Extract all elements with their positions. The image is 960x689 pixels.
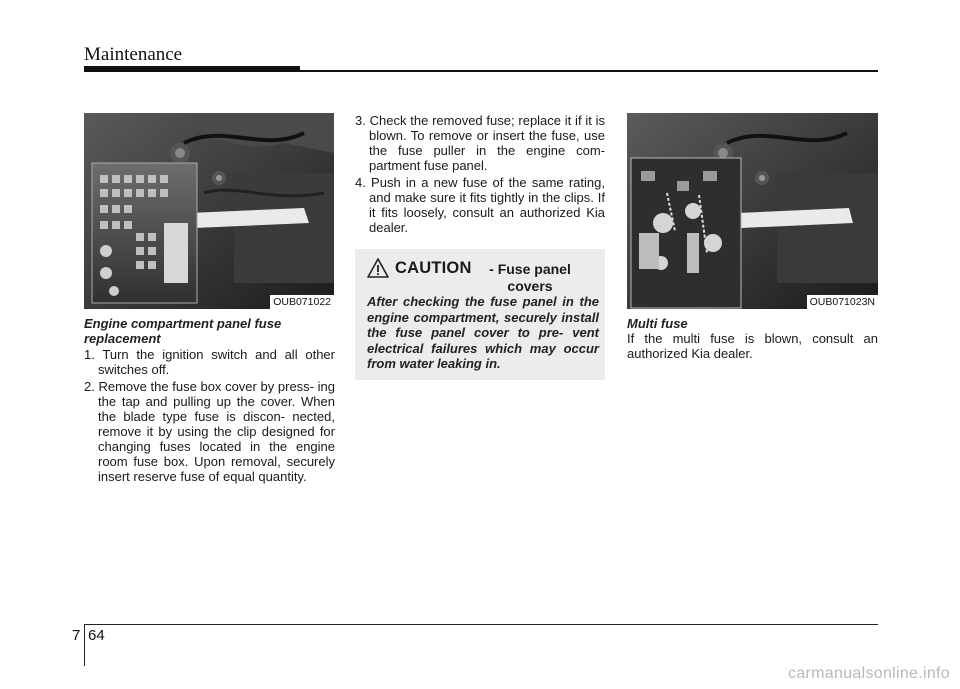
multi-fuse-subheading: Multi fuse xyxy=(627,316,688,331)
caution-body: After checking the fuse panel in the engine compartment, securely install the fuse panel cover to pre- vent electrical failures which may occur from water leaking in. xyxy=(367,294,599,371)
middle-steps-list xyxy=(355,113,605,235)
step-item: 4. Push in a new fuse of the same rating, and make sure it fits tightly in the clips. If it fits loosely, consult an authorized Kia dealer. xyxy=(355,175,605,235)
header-rule-thin xyxy=(300,70,878,72)
engine-fuse-box-photo xyxy=(84,113,334,309)
chapter-number: 7 xyxy=(72,627,81,644)
warning-triangle-icon xyxy=(367,258,389,278)
engine-fuse-subheading: Engine compartment panel fuse replacement xyxy=(84,316,282,346)
header-rule-thick xyxy=(84,66,300,72)
photo-code-label: OUB071023N xyxy=(807,295,878,309)
step-item: 1. Turn the ignition switch and all other switches off. xyxy=(84,347,335,377)
site-watermark: carmanualsonline.info xyxy=(788,665,950,682)
photo-code-label: OUB071022 xyxy=(270,295,334,309)
caution-box xyxy=(355,249,605,380)
multi-fuse-photo xyxy=(627,113,878,309)
footer-rule xyxy=(84,624,878,625)
step-item: 2. Remove the fuse box cover by press- ing the tap and pulling up the cover. When the blade type fuse is discon- nected, remove it by using the clip designed for changing fuses located in the engine room fuse box. Upon removal, securely insert reserve fuse of equal quantity. xyxy=(84,379,335,484)
footer-rule-vertical xyxy=(84,624,85,666)
step-item: 3. Check the removed fuse; replace it if it is blown. To remove or insert the fuse, use the fuse puller in the engine com- partment fuse panel. xyxy=(355,113,605,173)
section-title: Maintenance xyxy=(84,44,183,65)
engine-fuse-box-illustration xyxy=(84,113,334,309)
multi-fuse-illustration xyxy=(627,113,878,309)
multi-fuse-text: If the multi fuse is blown, consult an authorized Kia dealer. xyxy=(627,331,878,361)
caution-title: CAUTION xyxy=(395,259,472,277)
caution-subtitle: - Fuse panel covers xyxy=(489,261,571,294)
left-steps-list xyxy=(84,347,335,484)
page-number: 64 xyxy=(88,627,105,644)
